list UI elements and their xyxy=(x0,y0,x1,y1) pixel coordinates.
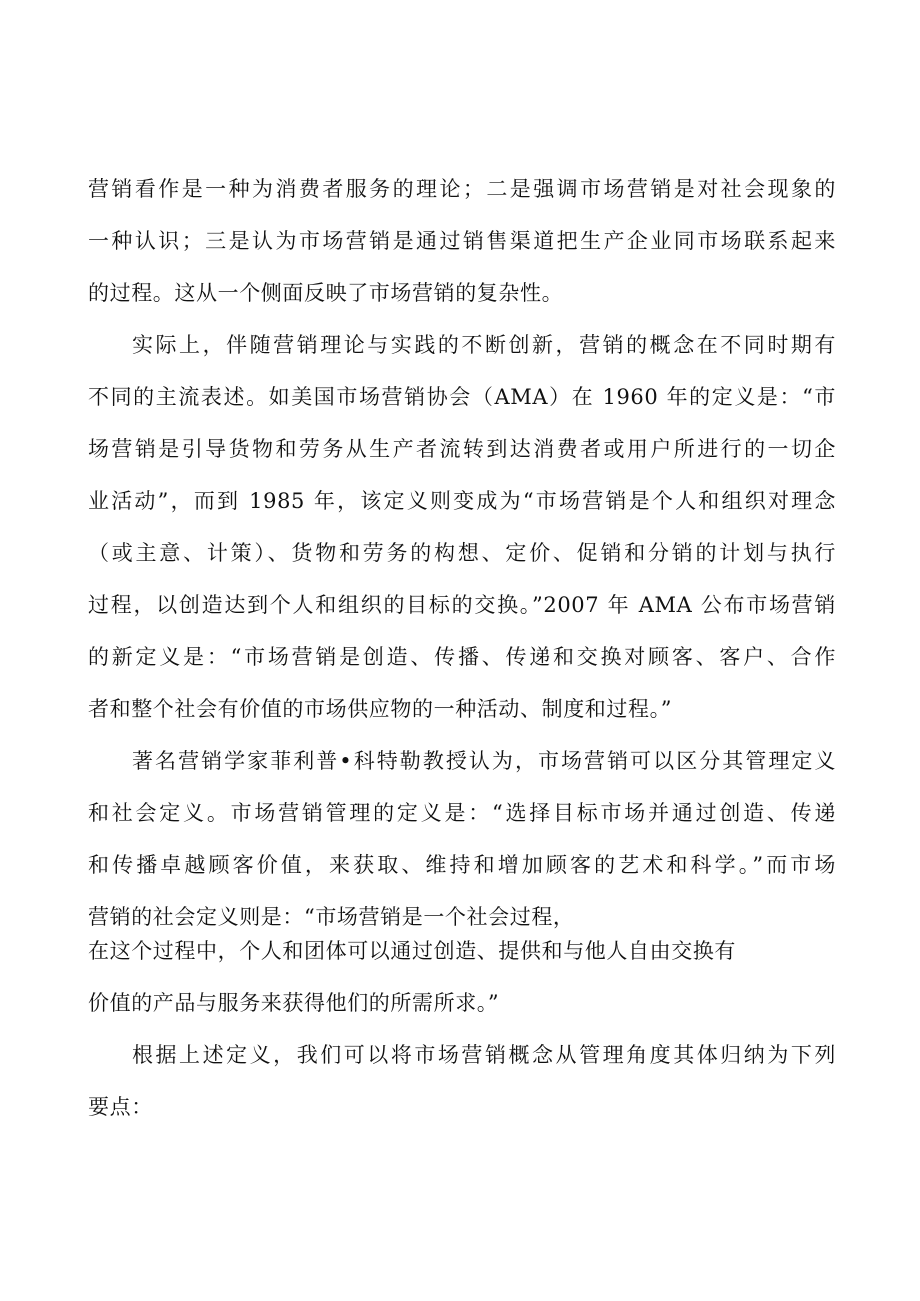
text-line: 不同的主流表述。如美国市场营销协会（AMA）在 1960 年的定义是：“市 xyxy=(88,385,836,409)
text-line: 者和整个社会有价值的市场供应物的一种活动、制度和过程。” xyxy=(88,697,673,721)
text-line: 和传播卓越顾客价值，来获取、维持和增加顾客的艺术和科学。”而市场 xyxy=(88,853,836,877)
text-line: 的过程。这从一个侧面反映了市场营销的复杂性。 xyxy=(88,281,564,305)
text-line: 场营销是引导货物和劳务从生产者流转到达消费者或用户所进行的一切企 xyxy=(88,437,836,461)
text-line: （或主意、计策）、货物和劳务的构想、定价、促销和分销的计划与执行 xyxy=(88,541,836,565)
text-line: 实际上，伴随营销理论与实践的不断创新，营销的概念在不同时期有 xyxy=(132,333,836,357)
text-line: 营销看作是一种为消费者服务的理论；二是强调市场营销是对社会现象的 xyxy=(88,177,836,201)
text-line: 和社会定义。市场营销管理的定义是：“选择目标市场并通过创造、传递 xyxy=(88,801,836,825)
text-line: 根据上述定义，我们可以将市场营销概念从管理角度其体归纳为下列 xyxy=(132,1043,836,1067)
text-line: 要点： xyxy=(88,1095,153,1119)
text-line: 在这个过程中，个人和团体可以通过创造、提供和与他人自由交换有 xyxy=(88,939,736,963)
text-line: 著名营销学家菲利普•科特勒教授认为，市场营销可以区分其管理定义 xyxy=(132,749,836,773)
text-line: 价值的产品与服务来获得他们的所需所求。” xyxy=(88,991,500,1015)
text-line: 业活动”，而到 1985 年，该定义则变成为“市场营销是个人和组织对理念 xyxy=(88,489,836,513)
text-line: 的新定义是：“市场营销是创造、传播、传递和交换对顾客、客户、合作 xyxy=(88,645,836,669)
text-line: 一种认识；三是认为市场营销是通过销售渠道把生产企业同市场联系起来 xyxy=(88,229,836,253)
text-line: 营销的社会定义则是：“市场营销是一个社会过程， xyxy=(88,905,575,929)
text-line: 过程，以创造达到个人和组织的目标的交换。”2007 年 AMA 公布市场营销 xyxy=(88,593,836,617)
